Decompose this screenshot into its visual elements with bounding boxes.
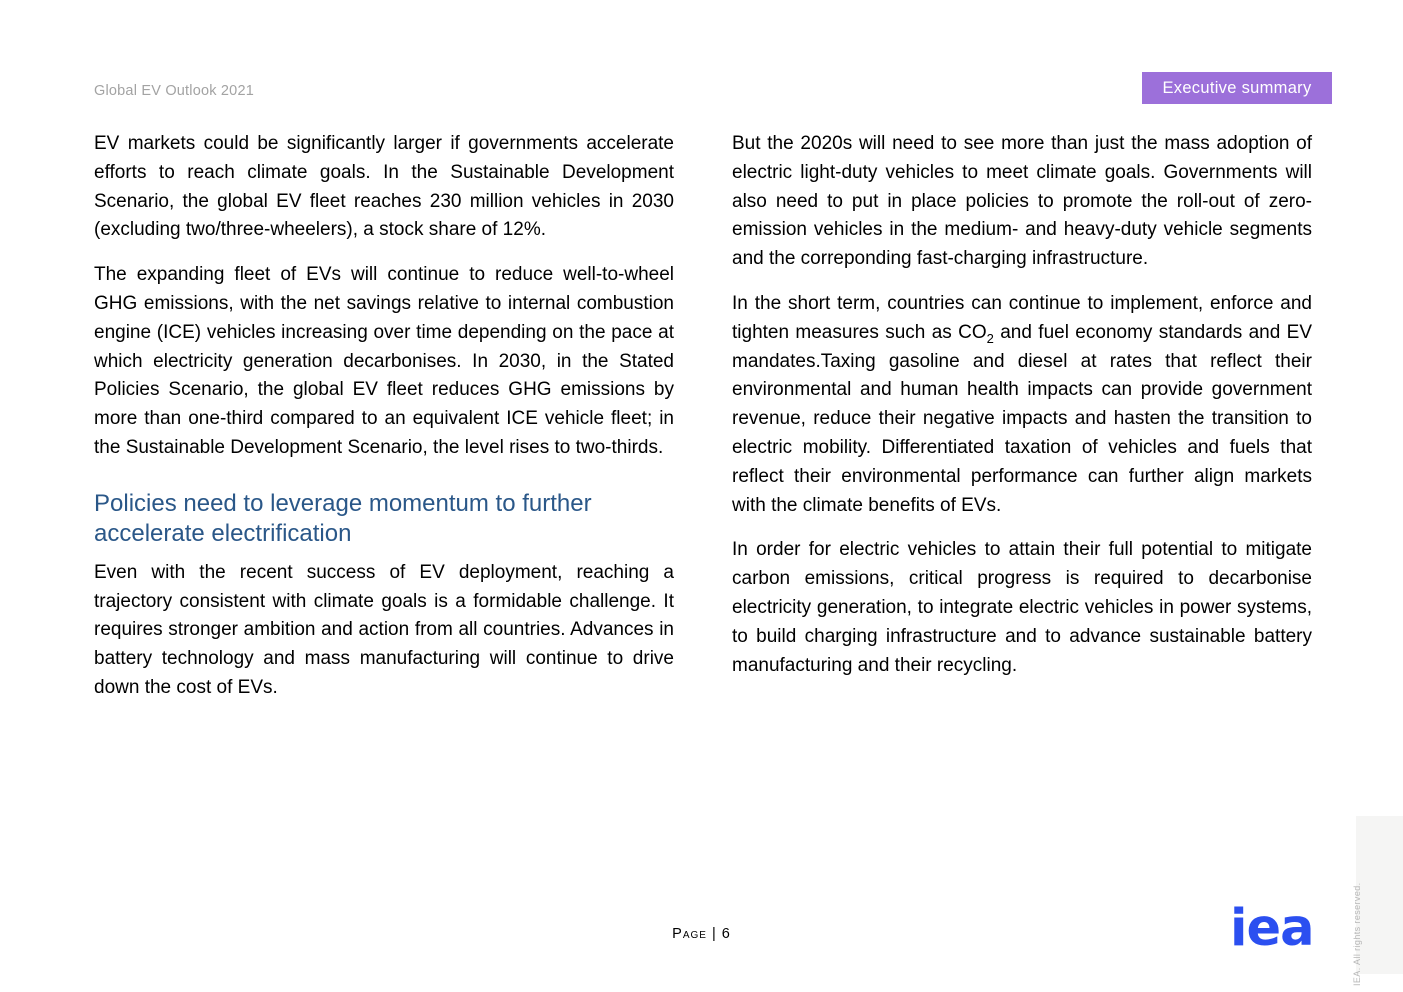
side-strip xyxy=(1356,816,1403,974)
copyright-vertical-text: IEA. All rights reserved. xyxy=(1352,882,1362,986)
paragraph-text-segment: In the short term, countries can continue to implement, enforce and tighten measures such as CO xyxy=(732,292,1312,343)
document-header-title: Global EV Outlook 2021 xyxy=(94,83,254,99)
paragraph-2020s-adoption: But the 2020s will need to see more than just the mass adoption of electric light-duty vehicles to meet climate goals. Governments will also need to put in place policies to promote the roll-out of zero-emission vehicles in the medium- and heavy-duty vehicle segments and the correponding fast-charging infrastructure. xyxy=(732,133,1312,270)
paragraph-short-term-measures xyxy=(732,290,1312,520)
right-column xyxy=(732,130,1312,696)
left-column xyxy=(94,130,674,719)
co2-subscript: 2 xyxy=(986,330,994,346)
paragraph-ev-markets: EV markets could be significantly larger if governments accelerate efforts to reach climate goals. In the Sustainable Development Scenario, the global EV fleet reaches 230 million vehicles in 2030 (excluding two/three-wheelers), a stock share of 12%. xyxy=(94,133,674,241)
section-heading-policies: Policies need to leverage momentum to further accelerate electrification xyxy=(94,489,592,547)
executive-summary-badge[interactable]: Executive summary xyxy=(1142,72,1332,104)
paragraph-expanding-fleet: The expanding fleet of EVs will continue to reduce well-to-wheel GHG emissions, with the net savings relative to internal combustion engine (ICE) vehicles increasing over time depending on the pace at which electricity generation decarbonises. In 2030, in the Stated Policies Scenario, the global EV fleet reduces GHG emissions by more than one-third compared to an equivalent ICE vehicle fleet; in the Sustainable Development Scenario, the level rises to two-thirds. xyxy=(94,264,674,458)
page-number: Page | 6 xyxy=(672,926,731,942)
paragraph-text-segment: and fuel economy standards and EV mandates.Taxing gasoline and diesel at rates that reflect their environmental and human health impacts can provide government revenue, reduce their negative impacts and hasten the transition to electric mobility. Differentiated taxation of vehicles and fuels that reflect their environmental performance can further align markets with the climate benefits of EVs. xyxy=(732,321,1312,516)
iea-logo: iea xyxy=(1230,899,1314,958)
paragraph-full-potential: In order for electric vehicles to attain their full potential to mitigate carbon emissions, critical progress is required to decarbonise electricity generation, to integrate electric vehicles in power systems, to build charging infrastructure and to advance sustainable battery manufacturing and their recycling. xyxy=(732,539,1312,676)
paragraph-recent-success: Even with the recent success of EV deployment, reaching a trajectory consistent with climate goals is a formidable challenge. It requires stronger ambition and action from all countries. Advances in battery technology and mass manufacturing will continue to drive down the cost of EVs. xyxy=(94,561,674,698)
